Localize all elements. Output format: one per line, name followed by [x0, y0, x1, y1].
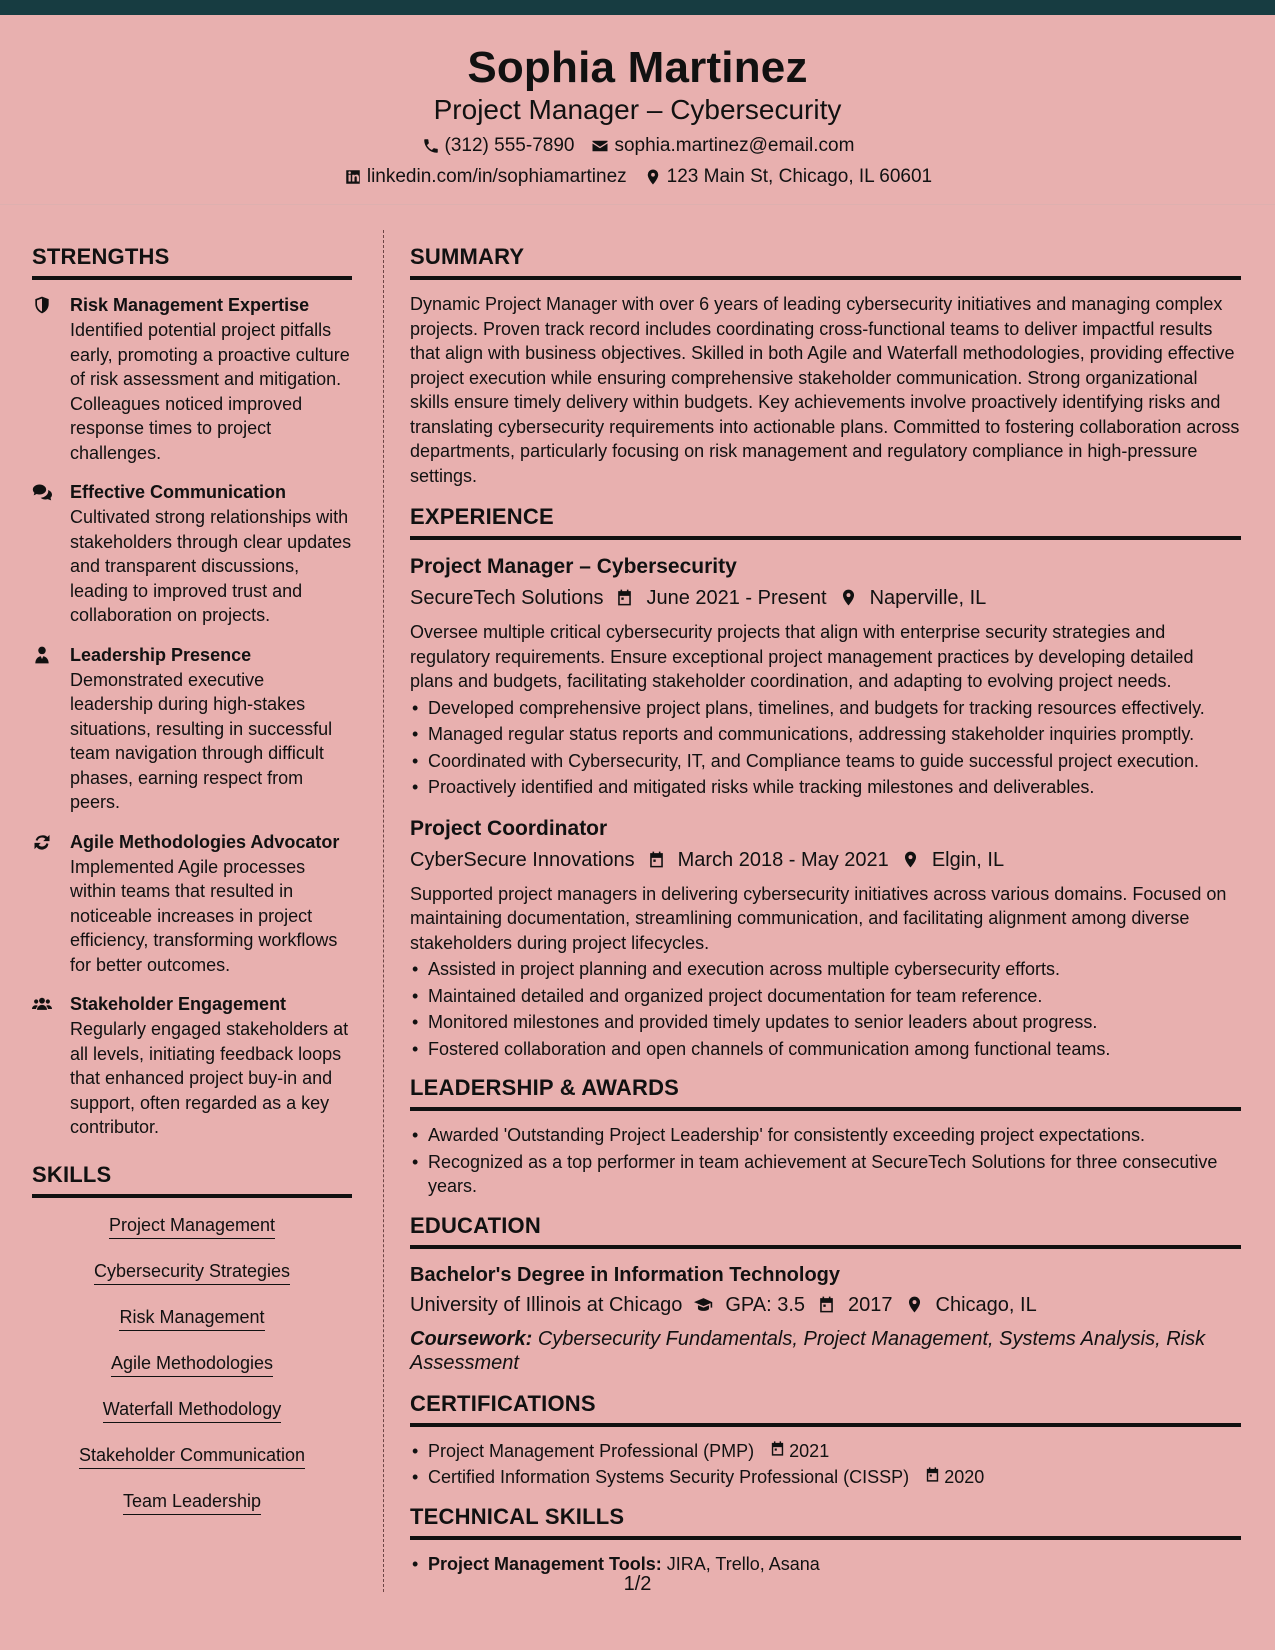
contact-address: 123 Main St, Chicago, IL 60601	[643, 166, 932, 188]
job-entry	[410, 814, 1241, 1062]
job-bullets	[410, 696, 1241, 800]
list-item: • Maintained detailed and organized project documentation for team reference.	[410, 984, 1241, 1009]
strength-desc: Cultivated strong relationships with stakeholders through clear updates and transparent discussions, leading to improved trust and collaboration on projects.	[70, 507, 352, 625]
strength-item	[32, 479, 352, 628]
user-tie-icon	[32, 642, 70, 815]
list-item: • Awarded 'Outstanding Project Leadership' for consistently exceeding project expectations.	[410, 1123, 1241, 1148]
job-dates: June 2021 - Present	[646, 587, 827, 609]
job-description: Supported project managers in delivering cybersecurity initiatives across various domains. Focused on maintaining documentation, streamlining communication, and facilitating alignment among diverse stakeholders during project lifecycles.	[410, 883, 1227, 953]
strengths-heading: STRENGTHS	[32, 244, 352, 280]
contact-linkedin[interactable]: linkedin.com/in/sophiamartinez	[343, 166, 627, 188]
skill-item: Project Management	[109, 1212, 275, 1239]
education-coursework	[410, 1327, 1241, 1375]
candidate-role: Project Manager – Cybersecurity	[433, 94, 842, 125]
job-description: Oversee multiple critical cybersecurity projects that align with enterprise security strategies and regulatory requirements. Ensure exceptional project management practices by developing detailed plans and budgets, facilitating stakeholder coordination, and adapting to evolving project needs.	[410, 622, 1194, 691]
phone-icon	[421, 136, 441, 156]
list-item: • Fostered collaboration and open channels of communication among functional teams.	[410, 1037, 1241, 1062]
list-item	[410, 1439, 1241, 1464]
strength-title: Leadership Presence	[70, 644, 252, 665]
column-divider	[383, 230, 384, 1592]
job-meta	[410, 582, 1241, 614]
skill-list	[32, 1210, 352, 1532]
calendar-icon	[615, 582, 634, 614]
strength-item	[32, 642, 352, 815]
envelope-icon	[590, 136, 610, 156]
comments-icon	[32, 479, 70, 628]
skill-item: Stakeholder Communication	[79, 1442, 305, 1469]
calendar-icon	[817, 1289, 836, 1321]
certification-year: 2020	[924, 1465, 984, 1490]
strength-desc: Demonstrated executive leadership during high-stakes situations, resulting in successful team navigation through difficult phases, earning respect from peers.	[70, 669, 333, 812]
resume-header	[0, 15, 1275, 205]
left-column	[32, 244, 352, 1532]
skills-heading: SKILLS	[32, 1162, 352, 1198]
page-number: 1/2	[623, 1573, 652, 1595]
job-location: Elgin, IL	[931, 848, 1005, 871]
strength-title: Agile Methodologies Advocator	[70, 831, 340, 852]
job-entry	[410, 552, 1241, 800]
education-school: University of Illinois at Chicago	[410, 1293, 683, 1316]
education-year: 2017	[848, 1293, 893, 1316]
summary-heading: SUMMARY	[410, 244, 1241, 280]
education-meta	[410, 1289, 1241, 1321]
certification-year: 2021	[769, 1439, 829, 1464]
job-bullets	[410, 957, 1241, 1061]
list-item	[410, 1465, 1241, 1490]
skill-item: Cybersecurity Strategies	[94, 1258, 290, 1285]
strength-title: Risk Management Expertise	[70, 295, 310, 315]
job-company: SecureTech Solutions	[410, 587, 604, 609]
job-dates: March 2018 - May 2021	[677, 848, 889, 871]
awards-heading: LEADERSHIP & AWARDS	[410, 1075, 1241, 1111]
graduation-cap-icon	[694, 1289, 713, 1321]
strength-item	[32, 991, 352, 1140]
strength-item	[32, 829, 352, 978]
experience-heading: EXPERIENCE	[410, 504, 1241, 540]
contact-row-1	[0, 135, 1275, 157]
calendar-icon	[769, 1439, 786, 1464]
users-icon	[32, 991, 70, 1140]
calendar-icon	[647, 844, 666, 876]
list-item: • Coordinated with Cybersecurity, IT, and Compliance teams to guide successful project execution.	[410, 749, 1241, 774]
list-item: • Recognized as a top performer in team achievement at SecureTech Solutions for three consecutive years.	[410, 1150, 1241, 1199]
list-item: • Developed comprehensive project plans, timelines, and budgets for tracking resources effectively.	[410, 696, 1241, 721]
skill-item: Agile Methodologies	[111, 1350, 273, 1377]
awards-list	[410, 1123, 1241, 1199]
tech-skill-label: Project Management Tools:	[428, 1553, 662, 1574]
coursework-text: Cybersecurity Fundamentals, Project Management, Systems Analysis, Risk Assessment	[410, 1327, 1206, 1374]
calendar-icon	[924, 1465, 941, 1490]
linkedin-icon	[343, 167, 363, 187]
strength-title: Effective Communication	[70, 482, 287, 502]
job-meta	[410, 844, 1241, 876]
strength-desc: Identified potential project pitfalls early, promoting a proactive culture of risk assessment and mitigation. Colleagues noticed improved response times to project challenges.	[70, 320, 350, 463]
map-marker-icon	[643, 167, 663, 187]
certification-name: Certified Information Systems Security Professional (CISSP)	[428, 1467, 910, 1487]
map-marker-icon	[901, 844, 920, 876]
list-item: • Proactively identified and mitigated risks while tracking milestones and deliverables.	[410, 775, 1241, 800]
education-degree: Bachelor's Degree in Information Technology	[410, 1263, 841, 1286]
list-item: • Assisted in project planning and execution across multiple cybersecurity efforts.	[410, 957, 1241, 982]
certifications-heading: CERTIFICATIONS	[410, 1391, 1241, 1427]
education-heading: EDUCATION	[410, 1213, 1241, 1249]
strength-desc: Regularly engaged stakeholders at all levels, initiating feedback loops that enhanced project buy-in and support, often regarded as a key contributor.	[70, 1019, 349, 1137]
job-location: Naperville, IL	[869, 587, 987, 609]
right-column	[410, 244, 1241, 1590]
map-marker-icon	[905, 1289, 924, 1321]
coursework-label: Coursework:	[410, 1327, 533, 1350]
skill-item: Waterfall Methodology	[103, 1396, 281, 1423]
list-item: • Managed regular status reports and communications, addressing stakeholder inquiries promptly.	[410, 722, 1241, 747]
skill-item: Team Leadership	[123, 1488, 261, 1515]
job-title: Project Manager – Cybersecurity	[410, 555, 737, 578]
strength-desc: Implemented Agile processes within teams that resulted in noticeable increases in project efficiency, transforming workflows for better outcomes.	[70, 856, 338, 975]
contact-row-2	[0, 166, 1275, 188]
education-gpa: GPA: 3.5	[725, 1293, 806, 1316]
candidate-name: Sophia Martinez	[467, 43, 808, 92]
tech-skill-value: JIRA, Trello, Asana	[666, 1553, 820, 1574]
technical-skills-heading: TECHNICAL SKILLS	[410, 1504, 1241, 1540]
shield-icon	[32, 292, 70, 465]
certification-name: Project Management Professional (PMP)	[428, 1440, 755, 1461]
map-marker-icon	[839, 582, 858, 614]
job-company: CyberSecure Innovations	[410, 848, 635, 871]
top-accent-bar	[0, 0, 1275, 15]
strength-title: Stakeholder Engagement	[70, 994, 287, 1014]
strength-item	[32, 292, 352, 465]
skill-item: Risk Management	[119, 1304, 264, 1331]
summary-text: Dynamic Project Manager with over 6 years of leading cybersecurity initiatives and managing complex projects. Proven track record includes coordinating cross-functional teams to deliver impactful results that align with business objectives. Skilled in both Agile and Waterfall methodologies, providing effective project execution while ensuring comprehensive stakeholder communication. Strong organizational skills ensure timely delivery within budgets. Key achievements involve proactively identifying risks and translating cybersecurity requirements into actionable plans. Committed to fostering collaboration across departments, particularly focusing on risk management and regulatory compliance in high-pressure settings.	[410, 294, 1240, 486]
contact-phone: (312) 555-7890	[421, 135, 575, 157]
certifications-list	[410, 1439, 1241, 1490]
sync-icon	[32, 829, 70, 978]
list-item: • Monitored milestones and provided timely updates to senior leaders about progress.	[410, 1010, 1241, 1035]
contact-email[interactable]: sophia.martinez@email.com	[590, 135, 854, 157]
job-title: Project Coordinator	[410, 816, 608, 840]
education-location: Chicago, IL	[935, 1293, 1037, 1316]
